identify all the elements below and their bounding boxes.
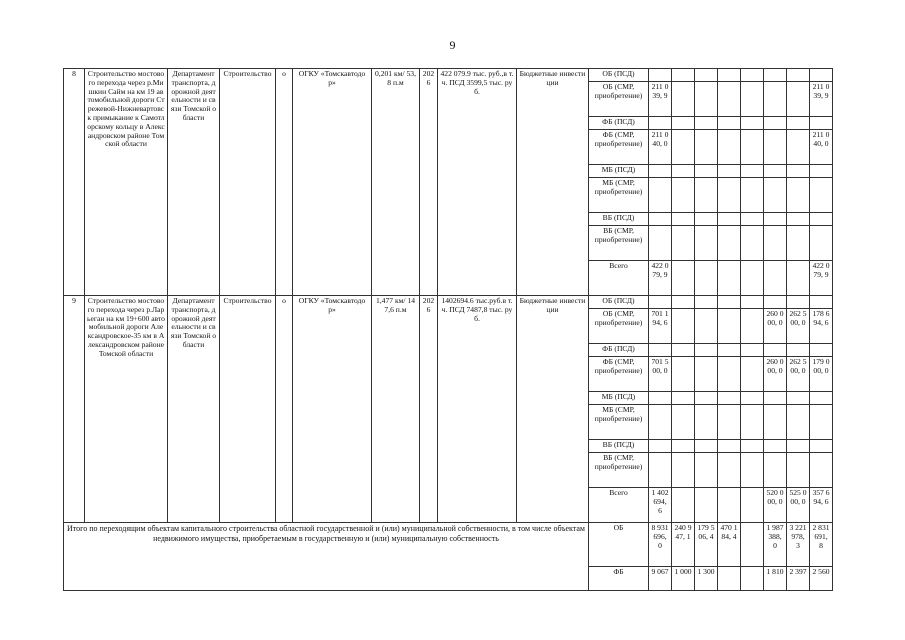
- object-capacity: 1,477 км/ 147,6 п.м: [372, 296, 420, 523]
- capital-construction-table: [63, 68, 833, 591]
- financing-value: [718, 213, 741, 226]
- financing-value: [787, 69, 810, 82]
- financing-value: [810, 69, 833, 82]
- financing-value: [741, 261, 764, 296]
- financing-value: [672, 309, 695, 344]
- summary-financing-value: 1 810: [764, 567, 787, 591]
- financing-value: [672, 165, 695, 178]
- financing-value: [672, 69, 695, 82]
- financing-source: ФБ (ПСД): [589, 344, 649, 357]
- financing-value: [695, 344, 718, 357]
- financing-value: [810, 453, 833, 488]
- financing-value: 1 402 694, 6: [649, 488, 672, 523]
- financing-source: МБ (ПСД): [589, 165, 649, 178]
- financing-value: [787, 117, 810, 130]
- financing-value: [764, 165, 787, 178]
- financing-value: [649, 165, 672, 178]
- financing-value: [787, 130, 810, 165]
- financing-source: МБ (СМР, приобретение): [589, 405, 649, 440]
- summary-financing-value: [741, 523, 764, 567]
- financing-value: 260 000, 0: [764, 357, 787, 392]
- financing-value: [718, 309, 741, 344]
- financing-value: [787, 392, 810, 405]
- financing-value: [718, 344, 741, 357]
- object-work-type: Строительство: [220, 296, 276, 523]
- financing-value: [695, 296, 718, 309]
- financing-source: МБ (СМР, приобретение): [589, 178, 649, 213]
- financing-value: [672, 357, 695, 392]
- financing-value: [741, 69, 764, 82]
- financing-value: [741, 178, 764, 213]
- object-department: Департамент транспорта, дорожной деятельности и связи Томской области: [168, 296, 220, 523]
- financing-value: [695, 261, 718, 296]
- financing-value: [741, 117, 764, 130]
- financing-value: [695, 130, 718, 165]
- object-num: 9: [64, 296, 85, 523]
- summary-financing-value: [718, 567, 741, 591]
- financing-value: [718, 488, 741, 523]
- financing-value: [741, 226, 764, 261]
- financing-source: МБ (ПСД): [589, 392, 649, 405]
- object-funding-form: Бюджетные инвестиции: [517, 296, 589, 523]
- financing-value: [718, 357, 741, 392]
- financing-value: [741, 357, 764, 392]
- financing-value: [764, 130, 787, 165]
- financing-value: [695, 117, 718, 130]
- financing-value: [695, 440, 718, 453]
- financing-value: 211 039, 9: [649, 82, 672, 117]
- financing-value: [672, 392, 695, 405]
- financing-source: Всего: [589, 261, 649, 296]
- financing-value: [649, 69, 672, 82]
- financing-value: [695, 453, 718, 488]
- summary-financing-value: 9 067: [649, 567, 672, 591]
- summary-financing-value: 3 221 978, 3: [787, 523, 810, 567]
- financing-value: [695, 69, 718, 82]
- object-department: Департамент транспорта, дорожной деятельности и связи Томской области: [168, 69, 220, 296]
- financing-value: [810, 296, 833, 309]
- financing-value: [672, 178, 695, 213]
- financing-value: [741, 405, 764, 440]
- financing-source: ОБ (ПСД): [589, 296, 649, 309]
- financing-value: 179 000, 0: [810, 357, 833, 392]
- financing-value: [672, 82, 695, 117]
- financing-value: 701 194, 6: [649, 309, 672, 344]
- financing-value: [764, 117, 787, 130]
- summary-financing-source: ОБ: [589, 523, 649, 567]
- object-customer: ОГКУ «Томскавтодор»: [293, 69, 372, 296]
- financing-value: [764, 213, 787, 226]
- summary-label: Итого по переходящим объектам капитального строительства областной государственной и (или) муниципальной собственности, в том числе объектам недвижимого имущества, приобретаемым в государственную и (или) муниципальную собственность: [64, 523, 589, 591]
- summary-financing-value: 8 931 696, 0: [649, 523, 672, 567]
- object-object: Строительство мостового перехода через р.Ларьеган на км 19+600 автомобильной дороги Александровское-35 км в Александровском районе Томской области: [85, 296, 168, 523]
- financing-value: [718, 405, 741, 440]
- summary-financing-value: 2 831 691, 8: [810, 523, 833, 567]
- financing-value: [741, 440, 764, 453]
- financing-value: 520 000, 0: [764, 488, 787, 523]
- object-funding-form: Бюджетные инвестиции: [517, 69, 589, 296]
- financing-value: [718, 453, 741, 488]
- financing-value: [672, 405, 695, 440]
- summary-financing-value: 1 000: [672, 567, 695, 591]
- financing-value: [810, 405, 833, 440]
- summary-financing-value: [741, 567, 764, 591]
- summary-financing-value: 179 506, 4: [695, 523, 718, 567]
- financing-value: [672, 213, 695, 226]
- table-body: [64, 69, 833, 591]
- financing-value: 211 040, 0: [810, 130, 833, 165]
- financing-source: ФБ (СМР, приобретение): [589, 130, 649, 165]
- financing-value: 260 000, 0: [764, 309, 787, 344]
- financing-value: [810, 344, 833, 357]
- summary-row: [64, 523, 833, 567]
- financing-value: [764, 69, 787, 82]
- financing-value: 211 039, 9: [810, 82, 833, 117]
- financing-value: [810, 226, 833, 261]
- page-number: 9: [449, 38, 456, 52]
- financing-source: ВБ (СМР, приобретение): [589, 453, 649, 488]
- financing-source: ОБ (ПСД): [589, 69, 649, 82]
- financing-value: [695, 405, 718, 440]
- financing-value: [672, 488, 695, 523]
- financing-source: ВБ (ПСД): [589, 440, 649, 453]
- object-capacity: 0,201 км/ 53,8 п.м: [372, 69, 420, 296]
- financing-value: [741, 213, 764, 226]
- financing-value: [695, 488, 718, 523]
- financing-value: [810, 165, 833, 178]
- financing-value: [695, 165, 718, 178]
- financing-value: [649, 440, 672, 453]
- summary-financing-value: 1 300: [695, 567, 718, 591]
- financing-value: [649, 296, 672, 309]
- object-cost: 422 079.9 тыс. руб.,в т.ч. ПСД 3599,5 тыс. руб.: [438, 69, 517, 296]
- financing-value: [764, 453, 787, 488]
- financing-value: [672, 344, 695, 357]
- summary-financing-value: 240 947, 1: [672, 523, 695, 567]
- financing-value: [695, 392, 718, 405]
- financing-value: [787, 213, 810, 226]
- financing-value: [672, 117, 695, 130]
- financing-source: ОБ (СМР, приобретение): [589, 82, 649, 117]
- financing-value: [649, 178, 672, 213]
- financing-value: [718, 117, 741, 130]
- financing-value: [695, 226, 718, 261]
- financing-value: [718, 440, 741, 453]
- object-cost: 1402694.6 тыс.руб.в т.ч. ПСД 7487,8 тыс. руб.: [438, 296, 517, 523]
- financing-value: [741, 82, 764, 117]
- financing-value: [672, 130, 695, 165]
- financing-value: [810, 178, 833, 213]
- financing-value: [764, 178, 787, 213]
- financing-value: [672, 453, 695, 488]
- financing-value: [672, 261, 695, 296]
- financing-value: 701 500, 0: [649, 357, 672, 392]
- summary-financing-value: 1 987 388, 0: [764, 523, 787, 567]
- financing-value: [741, 392, 764, 405]
- financing-value: 211 040, 0: [649, 130, 672, 165]
- financing-value: 262 500, 0: [787, 357, 810, 392]
- financing-value: [741, 453, 764, 488]
- financing-value: [695, 309, 718, 344]
- financing-value: [764, 82, 787, 117]
- financing-value: [741, 165, 764, 178]
- object-num: 8: [64, 69, 85, 296]
- financing-value: [649, 392, 672, 405]
- financing-value: [764, 296, 787, 309]
- financing-value: [649, 344, 672, 357]
- financing-value: [787, 453, 810, 488]
- financing-value: [718, 178, 741, 213]
- financing-value: 422 079, 9: [810, 261, 833, 296]
- financing-value: [787, 405, 810, 440]
- financing-value: [672, 226, 695, 261]
- object-year: 2026: [420, 296, 438, 523]
- financing-value: [649, 453, 672, 488]
- financing-source: ОБ (СМР, приобретение): [589, 309, 649, 344]
- financing-source: ФБ (СМР, приобретение): [589, 357, 649, 392]
- financing-value: 357 694, 6: [810, 488, 833, 523]
- financing-value: [764, 392, 787, 405]
- financing-value: [787, 82, 810, 117]
- summary-financing-value: 2 560: [810, 567, 833, 591]
- financing-source: ВБ (ПСД): [589, 213, 649, 226]
- financing-value: 262 500, 0: [787, 309, 810, 344]
- financing-value: [718, 296, 741, 309]
- financing-value: [810, 213, 833, 226]
- financing-value: [787, 344, 810, 357]
- financing-value: [764, 226, 787, 261]
- object-customer: ОГКУ «Томскавтодор»: [293, 296, 372, 523]
- financing-value: [718, 130, 741, 165]
- financing-value: [649, 226, 672, 261]
- summary-financing-value: 2 397: [787, 567, 810, 591]
- financing-value: [649, 213, 672, 226]
- financing-source: ВБ (СМР, приобретение): [589, 226, 649, 261]
- financing-value: [810, 392, 833, 405]
- financing-value: [695, 178, 718, 213]
- financing-value: [764, 344, 787, 357]
- financing-value: [649, 117, 672, 130]
- object-work-type: Строительство: [220, 69, 276, 296]
- financing-value: [741, 344, 764, 357]
- financing-value: [810, 117, 833, 130]
- financing-value: [741, 488, 764, 523]
- object-object: Строительство мостового перехода через р.Мишкин Сайм на км 19 автомобильной дороги Стрежевой-Нижневартовск примыкание к Самотлорскому кольцу в Александровском районе Томской области: [85, 69, 168, 296]
- financing-value: 178 694, 6: [810, 309, 833, 344]
- financing-value: [787, 226, 810, 261]
- financing-value: [787, 296, 810, 309]
- object-mark: о: [276, 69, 293, 296]
- financing-value: [718, 261, 741, 296]
- financing-value: [741, 296, 764, 309]
- table-row: [64, 296, 833, 309]
- object-year: 2026: [420, 69, 438, 296]
- financing-value: [718, 226, 741, 261]
- financing-value: 422 079, 9: [649, 261, 672, 296]
- financing-value: [764, 405, 787, 440]
- financing-value: [810, 440, 833, 453]
- financing-value: [695, 213, 718, 226]
- financing-value: [764, 440, 787, 453]
- financing-value: [718, 69, 741, 82]
- financing-value: [718, 165, 741, 178]
- financing-value: [718, 82, 741, 117]
- financing-value: [787, 178, 810, 213]
- object-mark: о: [276, 296, 293, 523]
- financing-value: [787, 165, 810, 178]
- financing-value: [672, 440, 695, 453]
- financing-value: [695, 357, 718, 392]
- financing-value: [672, 296, 695, 309]
- financing-value: [787, 440, 810, 453]
- financing-value: [695, 82, 718, 117]
- financing-value: 525 000, 0: [787, 488, 810, 523]
- summary-financing-value: 470 184, 4: [718, 523, 741, 567]
- financing-value: [649, 405, 672, 440]
- table-row: [64, 69, 833, 82]
- financing-value: [741, 309, 764, 344]
- financing-source: Всего: [589, 488, 649, 523]
- financing-value: [741, 130, 764, 165]
- financing-value: [764, 261, 787, 296]
- summary-financing-source: ФБ: [589, 567, 649, 591]
- financing-source: ФБ (ПСД): [589, 117, 649, 130]
- financing-value: [718, 392, 741, 405]
- financing-value: [787, 261, 810, 296]
